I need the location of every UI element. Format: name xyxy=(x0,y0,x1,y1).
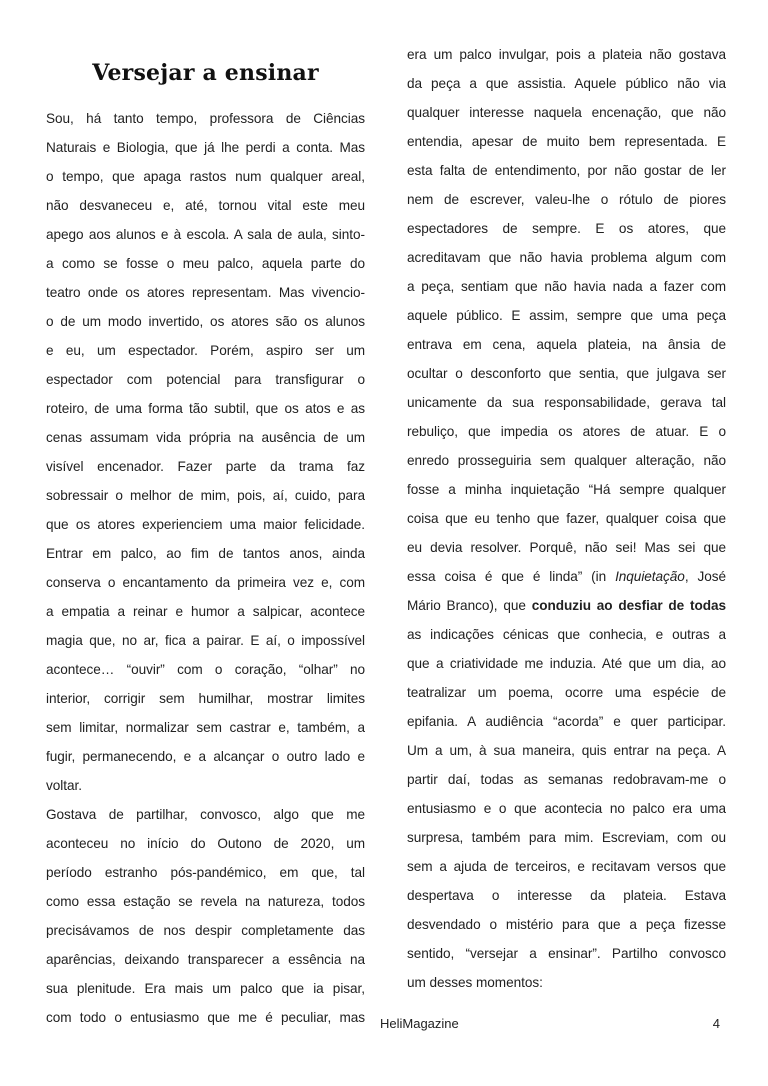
text-line: eu devia resolver. Porquê, não sei! Mas sei que xyxy=(407,540,726,555)
text-line: rebuliço, que impedia os atores de atuar. E o xyxy=(407,424,726,439)
text-line: desvendado o mistério para que a peça fizesse xyxy=(407,917,726,932)
footer-magazine-name: HeliMagazine xyxy=(380,1016,459,1031)
text-line: aparências, deixando transparecer a essência na xyxy=(46,952,365,967)
footer-page-number: 4 xyxy=(712,1016,720,1031)
text-line: visível encenador. Fazer parte da trama faz xyxy=(46,459,365,474)
text-line: sentido, “versejar a ensinar”. Partilho convosco xyxy=(407,946,726,961)
text-line: surpresa, também para mim. Escreviam, com ou xyxy=(407,830,726,845)
text-line: teatralizar um poema, ocorre uma espécie de xyxy=(407,685,726,700)
text-line: Sou, há tanto tempo, professora de Ciências xyxy=(46,111,365,126)
text-line: um desses momentos: xyxy=(407,975,543,990)
text-line: espectadores de sempre. E os atores, que xyxy=(407,221,726,236)
text-line: a peça, sentiam que não havia nada a fazer com xyxy=(407,279,726,294)
text-line: epifania. A audiência “acorda” e quer participar. xyxy=(407,714,726,729)
text-line: sem limitar, normalizar sem castrar e, também, a xyxy=(46,720,365,735)
text-line: entendia, apesar de muito bem representada. E xyxy=(407,134,726,149)
text-line: sobressair o melhor de mim, pois, aí, cuido, para xyxy=(46,488,365,503)
text-line: que a criatividade me induzia. Até que um dia, ao xyxy=(407,656,726,671)
text-line: as indicações cénicas que conhecia, e outras a xyxy=(407,627,726,642)
text-line: unicamente da sua responsabilidade, gerava tal xyxy=(407,395,726,410)
text-line: acreditavam que não havia problema algum com xyxy=(407,250,726,265)
text-line: sem a ajuda de terceiros, e recitavam versos que xyxy=(407,859,726,874)
text-line: partir daí, todas as semanas redobravam-me o xyxy=(407,772,726,787)
text-line: conserva o encantamento da primeira vez e, com xyxy=(46,575,365,590)
text-line: roteiro, de uma forma tão subtil, que os atos e as xyxy=(46,401,365,416)
text-line: acontece… “ouvir” com o coração, “olhar” no xyxy=(46,662,365,677)
text-line: coisa que eu tenho que fazer, qualquer coisa que xyxy=(407,511,726,526)
text-line: com todo o entusiasmo que me é peculiar, mas xyxy=(46,1010,365,1025)
text-line: enredo prosseguiria sem qualquer alteração, não xyxy=(407,453,726,468)
text-line: o de um modo invertido, os atores são os alunos xyxy=(46,314,365,329)
text-line: ocultar o desconforto que sentia, que julgava ser xyxy=(407,366,726,381)
text-line: cenas assumam vida própria na ausência de um xyxy=(46,430,365,445)
text-line: e eu, um espectador. Porém, aspiro ser um xyxy=(46,343,365,358)
text-line: entusiasmo e o que acontecia no palco era uma xyxy=(407,801,726,816)
text-line: não desvaneceu e, até, tornou vital este meu xyxy=(46,198,365,213)
text-line: da peça a que assistia. Aquele público não via xyxy=(407,76,726,91)
text-line: interior, corrigir sem humilhar, mostrar limites xyxy=(46,691,365,706)
text-line: precisávamos de nos despir completamente das xyxy=(46,923,365,938)
article-title: Versejar a ensinar xyxy=(92,60,319,86)
text-line: apego aos alunos e à escola. A sala de aula, sinto- xyxy=(46,227,365,242)
text-line: a como se fosse o meu palco, aquela parte do xyxy=(46,256,365,271)
page-footer xyxy=(0,1016,768,1036)
text-line: o tempo, que apaga rastos num qualquer areal, xyxy=(46,169,365,184)
text-line: como essa estação se revela na natureza, todos xyxy=(46,894,365,909)
text-line: a empatia a reinar e humor a salpicar, acontece xyxy=(46,604,365,619)
text-line: sua plenitude. Era mais um palco que ia pisar, xyxy=(46,981,365,996)
text-line: fugir, permanecendo, e a alcançar o outro lado e xyxy=(46,749,365,764)
text-line: espectador com potencial para transfigurar o xyxy=(46,372,365,387)
text-line: fosse a minha inquietação “Há sempre qualquer xyxy=(407,482,726,497)
text-line: que os atores experienciem uma maior felicidade. xyxy=(46,517,365,532)
left-column xyxy=(46,56,365,1032)
text-line: Mário Branco), que conduziu ao desfiar de todas xyxy=(407,598,726,613)
text-line: aconteceu no início do Outono de 2020, um xyxy=(46,836,365,851)
text-line: esta falta de entendimento, por não gostar de ler xyxy=(407,163,726,178)
text-line: qualquer interesse naquela encenação, que não xyxy=(407,105,726,120)
left-column-text xyxy=(46,104,365,1032)
text-line: nem de escrever, valeu-lhe o rótulo de piores xyxy=(407,192,726,207)
text-line: teatro onde os atores representam. Mas vivencio- xyxy=(46,285,365,300)
text-line: Um a um, à sua maneira, quis entrar na peça. A xyxy=(407,743,726,758)
text-line: essa coisa é que é linda” (in Inquietação, José xyxy=(407,569,726,584)
text-line: Entrar em palco, ao fim de tantos anos, ainda xyxy=(46,546,365,561)
right-column-text xyxy=(407,40,726,997)
text-line: magia que, no ar, fica a pairar. E aí, o impossível xyxy=(46,633,365,648)
text-line: período estranho pós-pandémico, em que, tal xyxy=(46,865,365,880)
text-line: despertava o interesse da plateia. Estava xyxy=(407,888,726,903)
text-line: aquele público. E assim, sempre que uma peça xyxy=(407,308,726,323)
right-column xyxy=(407,40,726,997)
text-line: Gostava de partilhar, convosco, algo que me xyxy=(46,807,365,822)
text-line: entrava em cena, aquela plateia, na ânsia de xyxy=(407,337,726,352)
text-line: Naturais e Biologia, que já lhe perdi a conta. Mas xyxy=(46,140,365,155)
text-line: voltar. xyxy=(46,778,82,793)
text-line: era um palco invulgar, pois a plateia não gostava xyxy=(407,47,726,62)
